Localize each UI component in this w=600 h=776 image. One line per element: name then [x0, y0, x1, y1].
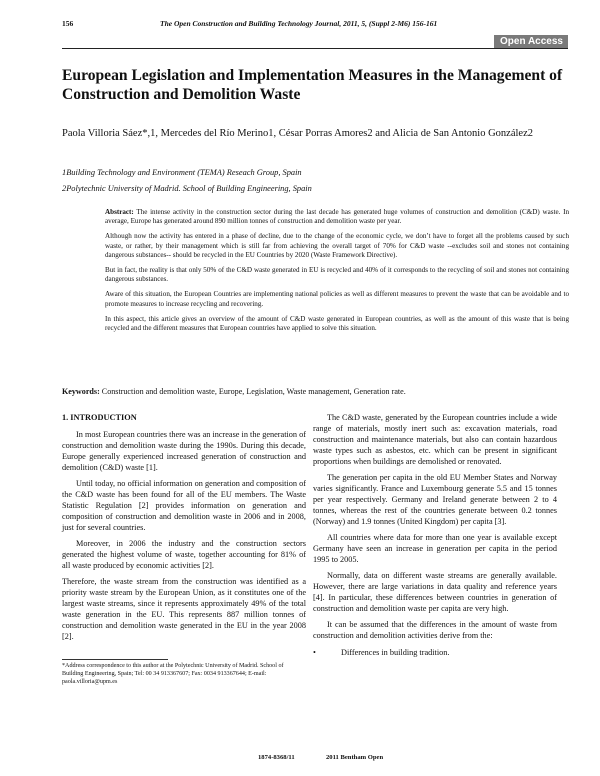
footer-issn: 1874-8368/11: [258, 754, 295, 761]
body-paragraph: Normally, data on different waste streams are generally available. However, there are large variations in data quality and reference years [4]. In particular, these differences between countries in generation of construction and demolition waste per capita are very high.: [313, 571, 557, 613]
article-title: European Legislation and Implementation Measures in the Management of Construction and Demolition Waste: [62, 67, 563, 103]
footer-publisher: 2011 Bentham Open: [326, 754, 384, 761]
abstract-paragraph: [105, 208, 569, 227]
body-paragraph: The C&D waste, generated by the European countries include a wide range of materials, mostly inert such as: excavation materials, road construction and maintenance materials, but also can contain hazardous waste types such as asbestos, etc. which can be present in significant proportions when buildings are demolished or renovated.: [313, 413, 557, 466]
header-rule: [62, 48, 568, 49]
left-column: [62, 412, 306, 647]
correspondence-footnote: *Address correspondence to this author at the Polytechnic University of Madrid. School of Building Engineering, Spain; Tel: 00 34 913367607; Fax: 0034 913367644; E-mail: paola.villoria@upm.es: [62, 663, 284, 686]
section-heading: 1. INTRODUCTION: [62, 413, 137, 422]
body-paragraph: The generation per capita in the old EU Member States and Norway varies significantly. France and Luxembourg generate 5.5 and 15 tonnes per year respectively. Germany and Ireland generate between 2 to 4 tonnes, whereas the rest of the countries generate between 0.2 tonnes (Norway) and 1.9 tonnes (United Kingdom) per capita [3].: [313, 473, 557, 526]
keywords-line: [62, 387, 568, 396]
abstract-block: [105, 208, 569, 339]
keywords-text: Construction and demolition waste, Europe, Legislation, Waste management, Generation rate.: [101, 387, 406, 396]
bullet-item: [313, 647, 557, 658]
author-list: Paola Villoria Sáez*,1, Mercedes del Río Merino1, César Porras Amores2 and Alicia de San Antonio González2: [62, 128, 533, 139]
page-number: 156: [62, 19, 74, 28]
abstract-paragraph: But in fact, the reality is that only 50% of the C&D waste generated in EU is recycled and 40% of it corresponds to the recycling of soil and stones not containing dangerous substances.: [105, 266, 569, 284]
body-paragraph: Moreover, in 2006 the industry and the construction sectors generated the highest volume of waste, together accounting for 81% of all waste produced by economic activities [2].: [62, 539, 306, 570]
affiliation-1: 1Building Technology and Environment (TEMA) Reseach Group, Spain: [62, 168, 302, 177]
body-paragraph: Therefore, the waste stream from the construction was identified as a priority waste stream by the European Union, as it constitutes one of the largest waste streams, since it represents approximately 49% of the total waste generation in the EU. This represents 887 million tonnes of construction and demolition waste generated in the EU in the year 2008 [2].: [62, 577, 306, 641]
footnote-rule: [62, 659, 168, 660]
affiliation-2: 2Polytechnic University of Madrid. School of Building Engineering, Spain: [62, 184, 312, 193]
abstract-label: Abstract:: [105, 208, 134, 216]
body-paragraph: It can be assumed that the differences in the amount of waste from construction and demolition activities derive from the:: [313, 620, 557, 640]
keywords-label: Keywords:: [62, 387, 100, 396]
bullet-text: Differences in building tradition.: [341, 648, 450, 657]
body-paragraph: In most European countries there was an increase in the generation of construction and demolition waste during the 1990s. During this decade, Europe generally experienced increased generation of construction and demolition (C&D) waste [1].: [62, 430, 306, 472]
abstract-paragraph: Although now the activity has entered in a phase of decline, due to the change of the economic cycle, we don’t have to forget all the problems caused by such waste, or rather, by their management which is still far from achieving the overall target of 70% for C&D waste --excludes soil and stones not containing dangerous substances-- should be recycled in the EU Countries by 2020 (Waste Framework Directive).: [105, 232, 569, 260]
abstract-text: The intense activity in the construction sector during the last decade has generated huge volumes of construction and demolition (C&D) waste. In average, Europe has generated around 890 million tonnes of construction and demolition waste per year.: [105, 208, 569, 226]
abstract-paragraph: In this aspect, this article gives an overview of the amount of C&D waste generated in European countries, as well as the amount of this waste that is being recycled and the different measures that European countries have applied to solve this situation.: [105, 314, 569, 333]
open-access-badge: Open Access: [494, 35, 568, 48]
right-column: [313, 412, 557, 658]
body-paragraph: All countries where data for more than one year is available except Germany have seen an increase in generation per capita in the period 1995 to 2005.: [313, 533, 557, 564]
abstract-paragraph: Aware of this situation, the European Countries are implementing national policies as well as different measures to prevent the waste that can be avoidable and to promote measures to increase recycling and recovering.: [105, 290, 569, 308]
body-paragraph: Until today, no official information on generation and composition of the C&D waste has been found for all of the EU members. The Waste Statistic Regulation [2] provides information on generation and composition of construction and demolition waste in 2006 and in 2008, just for several countries.: [62, 479, 306, 532]
bullet-icon: •: [313, 648, 316, 657]
journal-citation: The Open Construction and Building Technology Journal, 2011, 5, (Suppl 2-M6) 156-161: [160, 19, 438, 28]
